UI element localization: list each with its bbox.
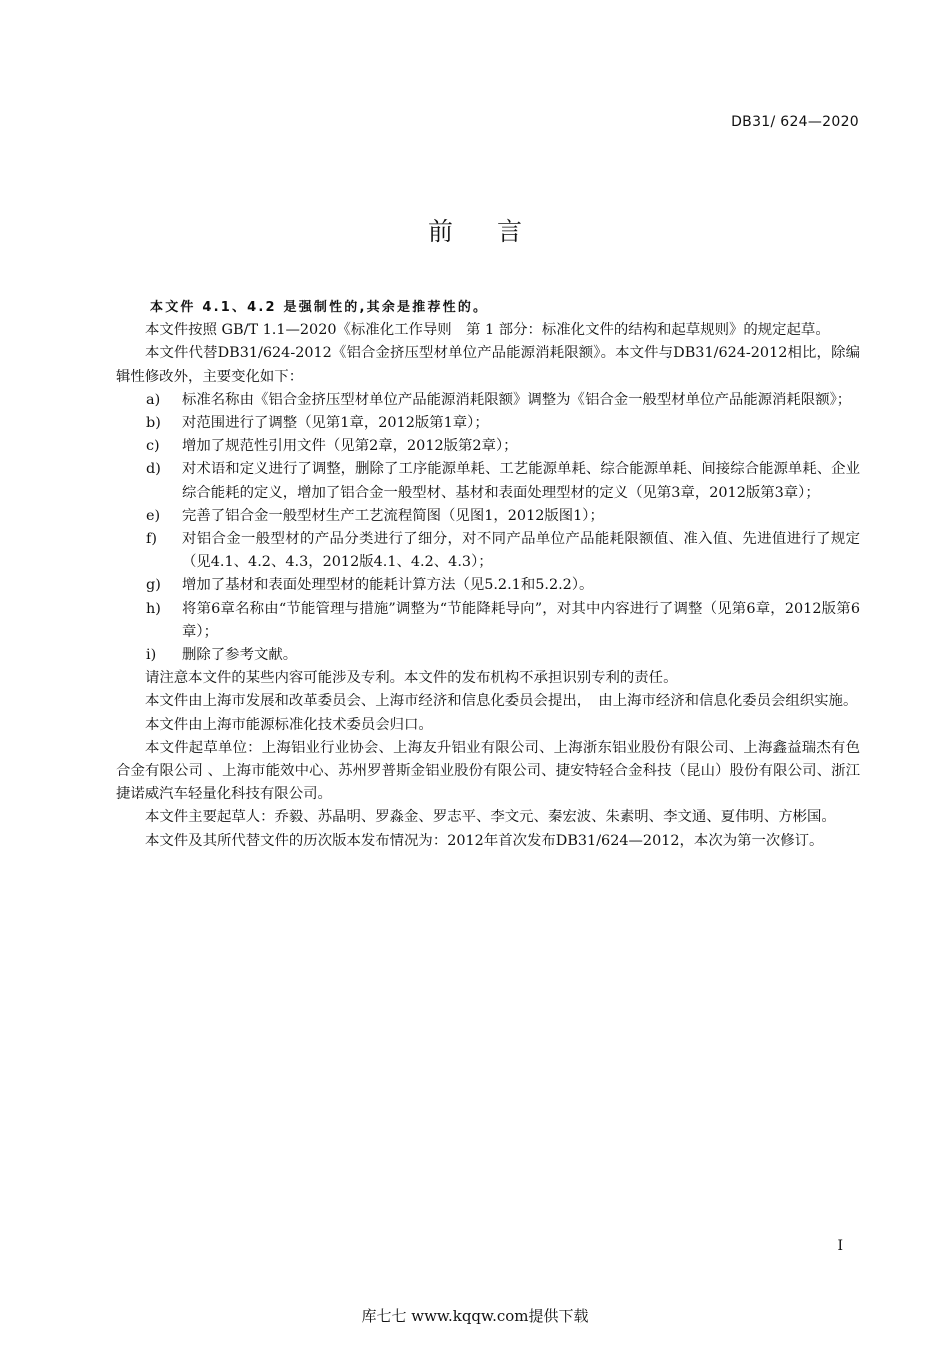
paragraph-drafters: 本文件主要起草人：乔毅、苏晶明、罗淼金、罗志平、李文元、秦宏波、朱素明、李文通、夏伟明、方彬国。: [145, 809, 836, 826]
paragraph-drafting-units: 本文件起草单位：上海铝业行业协会、上海友升铝业有限公司、上海浙东铝业股份有限公司、上海鑫益瑞杰有色合金有限公司 、上海市能效中心、苏州罗普斯金铝业股份有限公司、捷安特轻合金科技（昆山）股份有限公司、浙江捷诺威汽车轻量化科技有限公司。: [116, 739, 860, 803]
list-item: [116, 389, 860, 412]
list-item: [116, 644, 860, 667]
list-item: [116, 598, 860, 644]
list-marker: h): [146, 600, 161, 617]
list-item: [116, 528, 860, 574]
list-item-text: 增加了基材和表面处理型材的能耗计算方法（见5.2.1和5.2.2）。: [182, 577, 594, 594]
document-code: DB31/ 624—2020: [731, 114, 859, 130]
list-item: [116, 574, 860, 597]
list-item-text: 对范围进行了调整（见第1章，2012版第1章）；: [182, 415, 489, 432]
list-marker: c): [146, 438, 160, 455]
changes-list: [116, 389, 860, 667]
list-item-text: 对铝合金一般型材的产品分类进行了细分，对不同产品单位产品能耗限额值、准入值、先进值进行了规定（见4.1、4.2、4.3，2012版4.1、4.2、4.3）；: [182, 531, 860, 571]
page-number: I: [837, 1238, 843, 1254]
paragraph-drafting-basis: 本文件按照 GB/T 1.1—2020《标准化工作导则 第 1 部分：标准化文件的结构和起草规则》的规定起草。: [145, 322, 830, 339]
list-item-text: 增加了规范性引用文件（见第2章，2012版第2章）；: [182, 438, 518, 455]
paragraph-proposer: 本文件由上海市发展和改革委员会、上海市经济和信息化委员会提出， 由上海市经济和信息化委员会组织实施。: [145, 693, 858, 710]
list-item-text: 完善了铝合金一般型材生产工艺流程简图（见图1，2012版图1）；: [182, 507, 604, 524]
page-title: 前言: [427, 217, 566, 246]
list-item: [116, 412, 860, 435]
footer-source: 库七七 www.kqqw.com提供下载: [361, 1307, 589, 1325]
list-marker: g): [146, 577, 161, 594]
list-marker: f): [146, 531, 157, 548]
list-marker: i): [146, 647, 157, 664]
foreword-body: [116, 296, 860, 853]
list-item-text: 对术语和定义进行了调整，删除了工序能源单耗、工艺能源单耗、综合能源单耗、间接综合能源单耗、企业综合能耗的定义，增加了铝合金一般型材、基材和表面处理型材的定义（见第3章，2012版第3章）；: [182, 461, 860, 501]
list-item-text: 将第6章名称由“节能管理与措施”调整为“节能降耗导向”，对其中内容进行了调整（见第6章，2012版第6章）；: [182, 600, 860, 640]
paragraph-replacement: 本文件代替DB31/624-2012《铝合金挤压型材单位产品能源消耗限额》。本文件与DB31/624-2012相比，除编辑性修改外，主要变化如下：: [116, 345, 860, 385]
paragraph-administrator: 本文件由上海市能源标准化技术委员会归口。: [145, 716, 433, 733]
list-marker: b): [146, 415, 161, 432]
list-marker: e): [146, 507, 161, 524]
list-marker: a): [146, 391, 161, 408]
list-item-text: 删除了参考文献。: [182, 647, 298, 664]
paragraph-patent-notice: 请注意本文件的某些内容可能涉及专利。本文件的发布机构不承担识别专利的责任。: [145, 670, 678, 687]
list-item-text: 标准名称由《铝合金挤压型材单位产品能源消耗限额》调整为《铝合金一般型材单位产品能源消耗限额》；: [182, 391, 852, 408]
paragraph-version-history: 本文件及其所代替文件的历次版本发布情况为：2012年首次发布DB31/624—2012，本次为第一次修订。: [145, 832, 824, 849]
list-item: [116, 458, 860, 504]
list-marker: d): [146, 461, 161, 478]
mandatory-statement: 本文件 4.1、4.2 是强制性的,其余是推荐性的。: [150, 300, 489, 315]
list-item: [116, 505, 860, 528]
list-item: [116, 435, 860, 458]
